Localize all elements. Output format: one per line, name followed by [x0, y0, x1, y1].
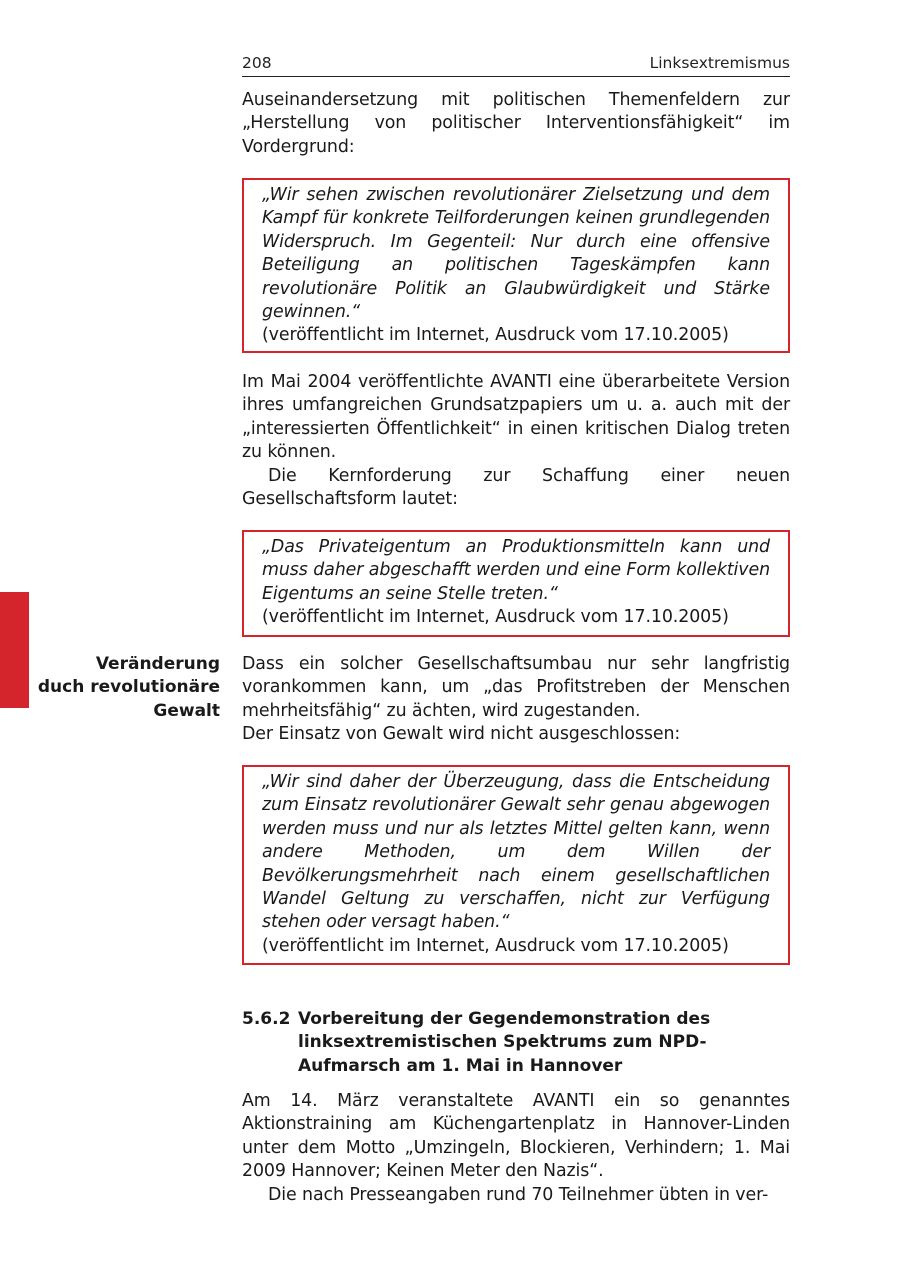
section-heading [242, 1008, 790, 1078]
margin-note-line-1: Veränderung [95, 654, 220, 674]
paragraph-4 [242, 1090, 790, 1207]
paragraph-3b: Der Einsatz von Gewalt wird nicht ausgeschlossen: [242, 724, 681, 745]
section-title: Vorbereitung der Gegendemonstration des linksextremistischen Spektrums zum NPD-Aufmarsch am 1. Mai in Hannover [298, 1009, 711, 1076]
margin-note [30, 653, 220, 723]
page-header [242, 52, 790, 77]
paragraph-3a: Dass ein solcher Gesellschaftsumbau nur sehr langfristig vorankommen kann, um „das Profitstreben der Menschen mehrheitsfähig“ zu ächten, wird zugestanden. [242, 654, 790, 721]
quote-box-2 [242, 530, 790, 637]
quote-3-text: „Wir sind daher der Überzeugung, dass die Entscheidung zum Einsatz revolutionärer Gewalt sehr genau abgewogen werden muss und nur als letztes Mittel gelten kann, wenn andere Methoden, um dem Willen der Bevölkerungsmehrheit nach einem gesellschaftlichen Wandel Geltung zu verschaffen, nicht zur Verfügung stehen oder versagt haben.“ [262, 772, 770, 933]
intro-paragraph [242, 89, 790, 159]
paragraph-4a: Am 14. März veranstaltete AVANTI ein so genanntes Aktionstraining am Küchengartenplatz in Hannover-Linden unter dem Motto „Umzingeln, Blockieren, Verhindern; 1. Mai 2009 Hannover; Keinen Meter den Nazis“. [242, 1091, 790, 1182]
intro-text: Auseinandersetzung mit politischen Themenfeldern zur „Herstellung von politischer Interventionsfähigkeit“ im Vordergrund: [242, 90, 790, 157]
quote-2-text: „Das Privateigentum an Produktionsmitteln kann und muss daher abgeschafft werden und eine Form kollektiven Eigentums an seine Stelle treten.“ [262, 537, 770, 604]
paragraph-3 [242, 653, 790, 747]
quote-1-source: (veröffentlicht im Internet, Ausdruck vom 17.10.2005) [262, 325, 729, 346]
quote-box-3 [242, 765, 790, 965]
running-title: Linksextremismus [649, 54, 790, 72]
quote-3-source: (veröffentlicht im Internet, Ausdruck vom 17.10.2005) [262, 935, 729, 956]
paragraph-2 [242, 371, 790, 511]
quote-2-source: (veröffentlicht im Internet, Ausdruck vom 17.10.2005) [262, 607, 729, 628]
paragraph-2a: Im Mai 2004 veröffentlichte AVANTI eine überarbeitete Version ihres umfangreichen Grundsatzpapiers um u. a. auch mit der „interessierten Öffentlichkeit“ in einen kritischen Dialog treten zu können. [242, 372, 790, 463]
paragraph-4b: Die nach Presseangaben rund 70 Teilnehmer übten in ver- [268, 1184, 769, 1205]
paragraph-2b: Die Kernforderung zur Schaffung einer neuen Gesellschaftsform lautet: [242, 465, 790, 510]
section-marker-tab [0, 592, 29, 708]
section-number: 5.6.2 [242, 1009, 291, 1029]
page-number: 208 [242, 54, 272, 72]
margin-note-line-3: Gewalt [153, 700, 220, 721]
quote-1-text: „Wir sehen zwischen revolutionärer Zielsetzung und dem Kampf für konkrete Teilforderungen keinen grundlegenden Widerspruch. Im Gegenteil: Nur durch eine offensive Beteiligung an politischen Tageskämpfen kann revolutionäre Politik an Glaubwürdigkeit und Stärke gewinnen.“ [262, 185, 770, 323]
quote-box-1 [242, 178, 790, 353]
margin-note-line-2: duch revolutionäre [37, 677, 220, 698]
